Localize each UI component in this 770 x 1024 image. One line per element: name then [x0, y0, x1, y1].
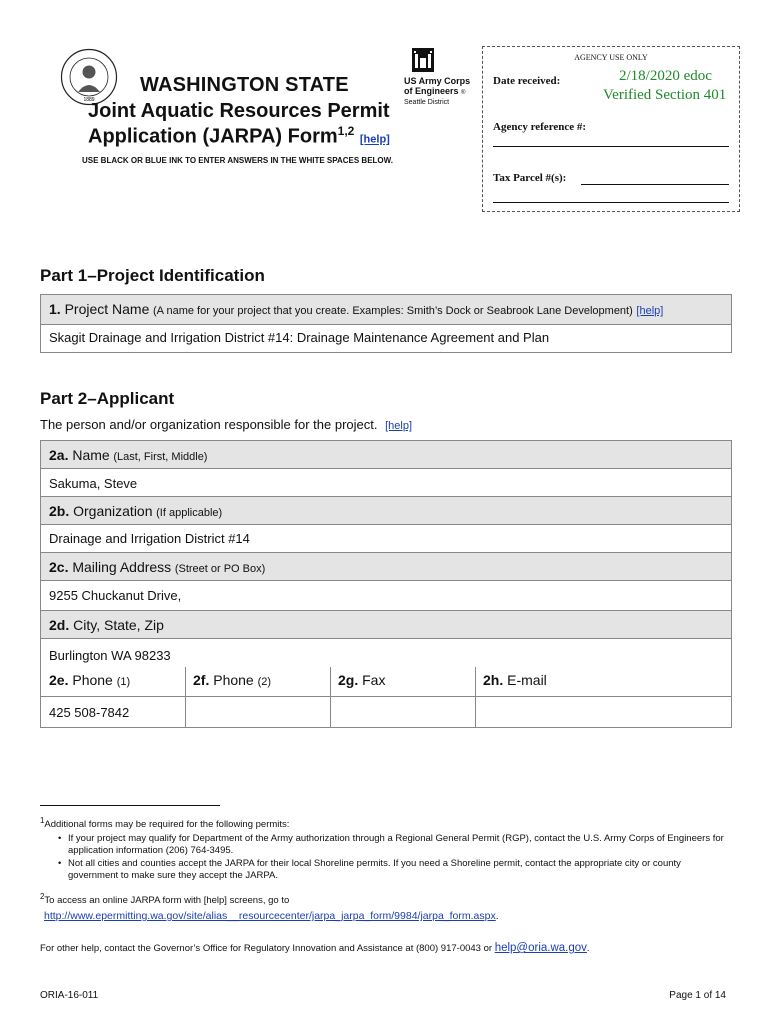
q2a-number: 2a.	[49, 447, 69, 463]
q2d-number: 2d.	[49, 617, 70, 633]
page-number: Page 1 of 14	[669, 990, 726, 1001]
q2b-header	[41, 497, 731, 525]
jarpa-online-link[interactable]: http://www.epermitting.wa.gov/site/alias__resourcecenter/jarpa_jarpa_form/9984/jarpa_form.aspx	[44, 910, 496, 923]
q2b-hint: (If applicable)	[156, 507, 223, 519]
form-title-line2	[88, 124, 390, 149]
project-name-box	[40, 294, 732, 353]
q2d-label: City, State, Zip	[73, 617, 164, 633]
part1-title: Part 1–Project Identification	[40, 266, 265, 285]
footnote-rule	[40, 805, 220, 806]
organization-field[interactable]	[41, 525, 731, 553]
castle-icon	[412, 48, 434, 72]
fax-field[interactable]	[331, 697, 475, 728]
part2-intro: The person and/or organization responsible for the project.	[40, 417, 378, 432]
q2e-number: 2e.	[49, 672, 69, 688]
other-help-line	[40, 942, 740, 955]
usace-district: Seattle District	[404, 99, 450, 106]
usace-logo	[404, 48, 480, 108]
ink-instruction: USE BLACK OR BLUE INK TO ENTER ANSWERS IN THE WHITE SPACES BELOW.	[82, 156, 393, 165]
project-name-value: Skagit Drainage and Irrigation District #14: Drainage Maintenance Agreement and Plan	[49, 330, 550, 345]
q2c-label: Mailing Address	[72, 559, 172, 575]
agency-use-box	[482, 46, 740, 212]
q2a-label: Name	[72, 447, 110, 463]
part2-intro-line	[40, 417, 412, 432]
fn2-mark: 2	[40, 892, 45, 901]
agency-reference-label: Agency reference #:	[493, 121, 587, 133]
footnote-2: $^2$To access an online JARPA form with [help] screens, go to http://www.epermitting.wa.gov/site/alias__resourcecenter/jarpa_jarpa_form/9984/jarpa_form.aspx.	[40, 892, 499, 923]
form-title-footnote-marks: 1,2	[337, 124, 355, 138]
phone2-field[interactable]	[186, 697, 330, 728]
q2f-hint: (2)	[257, 676, 272, 688]
bullet-icon: •	[58, 858, 62, 870]
q2b-label: Organization	[73, 503, 153, 519]
fn2-text: To access an online JARPA form with [help] screens, go to	[44, 895, 290, 907]
title-help-link[interactable]: [help]	[359, 133, 390, 146]
other-help-end: .	[586, 943, 590, 954]
bullet-icon: •	[58, 833, 62, 845]
q2d-header	[41, 611, 731, 639]
agency-reference-line[interactable]	[493, 146, 729, 147]
name-value: Sakuma, Steve	[49, 476, 138, 491]
q2a-header	[41, 441, 731, 469]
q2c-number: 2c.	[49, 559, 69, 575]
part2-help-link[interactable]: [help]	[385, 420, 413, 432]
organization-value: Drainage and Irrigation District #14	[49, 531, 250, 546]
mailing-address-value: 9255 Chuckanut Drive,	[49, 588, 182, 603]
q2c-hint: (Street or PO Box)	[174, 563, 266, 575]
date-received-label: Date received:	[493, 75, 561, 87]
q1-number: 1.	[49, 301, 61, 317]
q2g-label: Fax	[362, 672, 386, 688]
date-received-value: 2/18/2020 edoc	[619, 68, 712, 84]
q2f-number: 2f.	[193, 672, 210, 688]
q2h-number: 2h.	[483, 672, 504, 688]
footnote-1	[40, 815, 730, 882]
phone1-field[interactable]	[41, 697, 185, 728]
phone-fax-email-values	[41, 697, 731, 728]
q2c-header	[41, 553, 731, 581]
q2h-label: E-mail	[507, 672, 547, 688]
q2f-label: Phone	[213, 672, 254, 688]
city-state-zip-field[interactable]	[41, 639, 731, 667]
q2g-number: 2g.	[338, 672, 359, 688]
part2-title: Part 2–Applicant	[40, 389, 175, 408]
agency-use-title: AGENCY USE ONLY	[574, 53, 648, 62]
q2a-hint: (Last, First, Middle)	[113, 451, 208, 463]
verified-section-value: Verified Section 401	[603, 87, 727, 103]
usace-name-line2: of Engineers	[404, 86, 459, 96]
svg-text:1889: 1889	[83, 97, 95, 103]
form-id: ORIA-16-011	[40, 990, 99, 1001]
project-name-header	[41, 295, 731, 325]
tax-parcel-label: Tax Parcel #(s):	[493, 172, 567, 184]
q1-label: Project Name	[64, 301, 150, 317]
q1-help-link[interactable]: [help]	[636, 305, 664, 317]
fn1-bullet1: If your project may qualify for Department of the Army authorization through a Regional General Permit (RGP), contact the U.S. Army Corps of Engineers for application information (206) 764-3495.	[68, 833, 724, 857]
phone-fax-email-header	[41, 667, 731, 697]
name-field[interactable]	[41, 469, 731, 497]
q2b-number: 2b.	[49, 503, 70, 519]
q1-hint: (A name for your project that you create. Examples: Smith’s Dock or Seabrook Lane Development)	[153, 305, 633, 317]
project-name-field[interactable]	[41, 325, 731, 353]
fn1-mark: 1	[40, 816, 45, 825]
other-help-text: For other help, contact the Governor’s Office for Regulatory Innovation and Assistance at (800) 917-0043 or	[40, 943, 493, 954]
form-title-line1: Joint Aquatic Resources Permit	[88, 100, 390, 122]
help-email-link[interactable]: help@oria.wa.gov	[494, 942, 587, 954]
q2e-label: Phone	[72, 672, 113, 688]
fn1-bullet2: Not all cities and counties accept the JARPA for their local Shoreline permits. If you need a Shoreline permit, contact the appropriate city or county government to make sure they accept the JARPA.	[68, 858, 681, 882]
mailing-address-field[interactable]	[41, 581, 731, 611]
email-field[interactable]	[476, 697, 731, 728]
usace-registered-mark: ®	[461, 90, 466, 96]
applicant-box	[40, 440, 732, 728]
phone1-value: 425 508-7842	[49, 705, 130, 720]
washington-state-seal-icon	[60, 48, 118, 106]
tax-parcel-line-1[interactable]	[581, 184, 729, 185]
city-state-zip-value: Burlington WA 98233	[49, 648, 171, 663]
q2e-hint: (1)	[116, 676, 131, 688]
usace-name-line1: US Army Corps	[404, 76, 471, 86]
fn1-text: Additional forms may be required for the following permits:	[44, 819, 290, 831]
form-title-text: Application (JARPA) Form	[88, 125, 338, 148]
tax-parcel-line-2[interactable]	[493, 202, 729, 203]
state-title: WASHINGTON STATE	[140, 74, 349, 96]
